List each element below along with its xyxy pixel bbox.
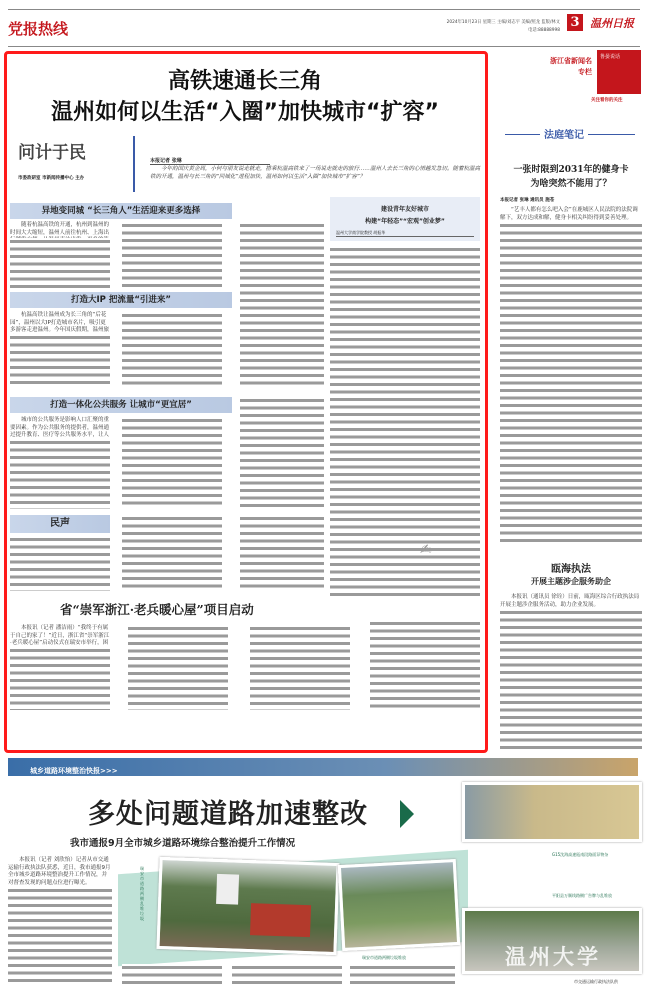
caption-right-1: G15沈海高速瓯南段路面异物杂 — [552, 852, 609, 857]
ouhai-title: 瓯海执法 — [551, 564, 591, 575]
story2-title: 省“崇军浙江·老兵暖心屋”项目启动 — [60, 602, 254, 617]
section-text: 随着杭温高铁的开通，杭州到温州的时间大大缩短，温州人前往杭州、上海出 — [10, 222, 110, 236]
bottom-text: 本报讯（记者 刘欣怡）记者从市交通运输行政执法队获悉，近日，我市通报9月全市城乡道路环境整治提升工作情况，并对督查发现的问题点位进行曝光。 — [8, 857, 111, 886]
byline: 本报记者 张琳 — [150, 157, 270, 165]
page-number: 3 — [567, 14, 583, 31]
column-tagline: 关注看你的关注 — [591, 98, 623, 103]
photo-credit: 市交通运输行政执法队供 — [574, 979, 618, 984]
sidebar-title: 建设青年友好城市 — [380, 206, 429, 213]
ribbon-text: 城乡道路环境整治快报>>> — [30, 767, 118, 775]
story2-text: 本报讯（记者 潘洁雨）“我终于有属于自己的家了！”近日，浙江省“崇军浙江·老兵暖心屋”启动仪式在瑞安市举行，困 — [10, 625, 110, 646]
sidebar-box — [330, 197, 480, 241]
headline-line2: 温州如何以生活“入圈”加快城市“扩容” — [51, 100, 439, 125]
intro: 今年的国庆黄金周，小何与朋友说走就走，搭乘杭温高铁来了一场说走就走的旅行……温州人去长三角的心情越发急切。随着杭温高铁的开通，温州与长三角的“同城化”进程加快，温州如何以生活“入圈”加快城市“扩容”？ — [150, 166, 481, 180]
section-text: 杭温高铁让温州成为长三角的“后花园”，温州以大IP打造城市名片，吸引更多游客走进温州。今年国庆假期，温州旅 — [10, 312, 110, 333]
column-logo — [18, 138, 118, 186]
section-heading: 打造大IP 把流量“引进来” — [10, 292, 232, 308]
section-heading: 打造一体化公共服务 让城市“更宜居” — [10, 397, 232, 413]
bottom-subtitle: 我市通报9月全市城乡道路环境综合整治提升工作情况 — [70, 838, 296, 849]
ouhai-text: 本报讯（通讯员 徐铨）日前，瓯海区综合行政执法局开展主题涉企服务活动，助力企业发展。 — [500, 594, 640, 608]
court-section-label: 法庭笔记 — [540, 126, 588, 141]
logo-text: 问计于民 — [18, 143, 86, 163]
paper-logo: 温州日报 — [590, 17, 634, 30]
watermark: 温州大学 — [505, 944, 601, 969]
bottom-title: 多处问题道路加速整改 — [88, 799, 368, 830]
column-label: 浙江省新闻名专栏 — [550, 57, 592, 76]
court-title: 一张时限到2031年的健身卡 — [513, 165, 629, 175]
headline-line1: 高铁速通长三角 — [167, 69, 322, 94]
court-byline: 本报记者 张琳 通讯员 施苍 — [500, 198, 555, 203]
photo-roadside — [338, 859, 460, 951]
section-text: 城市的公共服务是影响人口汇聚的重要因素。作为公共服务的提供者，温州通过提升教育、医疗等公共服务水平，让人 — [10, 417, 110, 438]
photo-highway — [462, 782, 642, 842]
section-heading: 异地变同城 “长三角人”生活迎来更多选择 — [10, 203, 232, 219]
sidebar-byline: 温州大学商学院教授 胡振华 — [336, 230, 474, 237]
section-title: 党报热线 — [8, 20, 69, 38]
voice-heading: 民声 — [10, 515, 110, 533]
photo-truck — [156, 857, 339, 955]
court-text: “艺丰人都有怎么吧入会”在鹿城区人民法院的法院调解下，双方达成和解，健身卡相关纠纷得到妥善处理。 — [500, 207, 638, 221]
caption-left: 瑞安市道路两侧乱堆垃圾 — [140, 866, 144, 921]
phone: 电话:88888998 — [528, 28, 560, 33]
signature: ✍ — [420, 542, 432, 558]
date-line: 2024年10月23日 星期三 主编/刘志宇 美编/照龙 监版/林文 — [446, 20, 560, 25]
caption-mid: 瑞安市道路两侧垃圾堆放 — [362, 955, 406, 960]
logo-sub: 市委政研室 市新闻传播中心 主办 — [18, 176, 85, 181]
ouhai-subtitle: 开展主题涉企服务助企 — [531, 576, 611, 586]
ribbon — [8, 758, 638, 776]
sidebar-title: 构建“年轻态”“宏观”创业梦” — [365, 218, 445, 225]
column-logo-badge — [597, 50, 641, 94]
court-title: 为啥突然不能用了？ — [530, 179, 612, 189]
caption-right-2: 平阳县万顺线路侧广告牌与乱堆放 — [552, 893, 612, 898]
logo-brand: 鲁晏说话 — [600, 54, 621, 60]
